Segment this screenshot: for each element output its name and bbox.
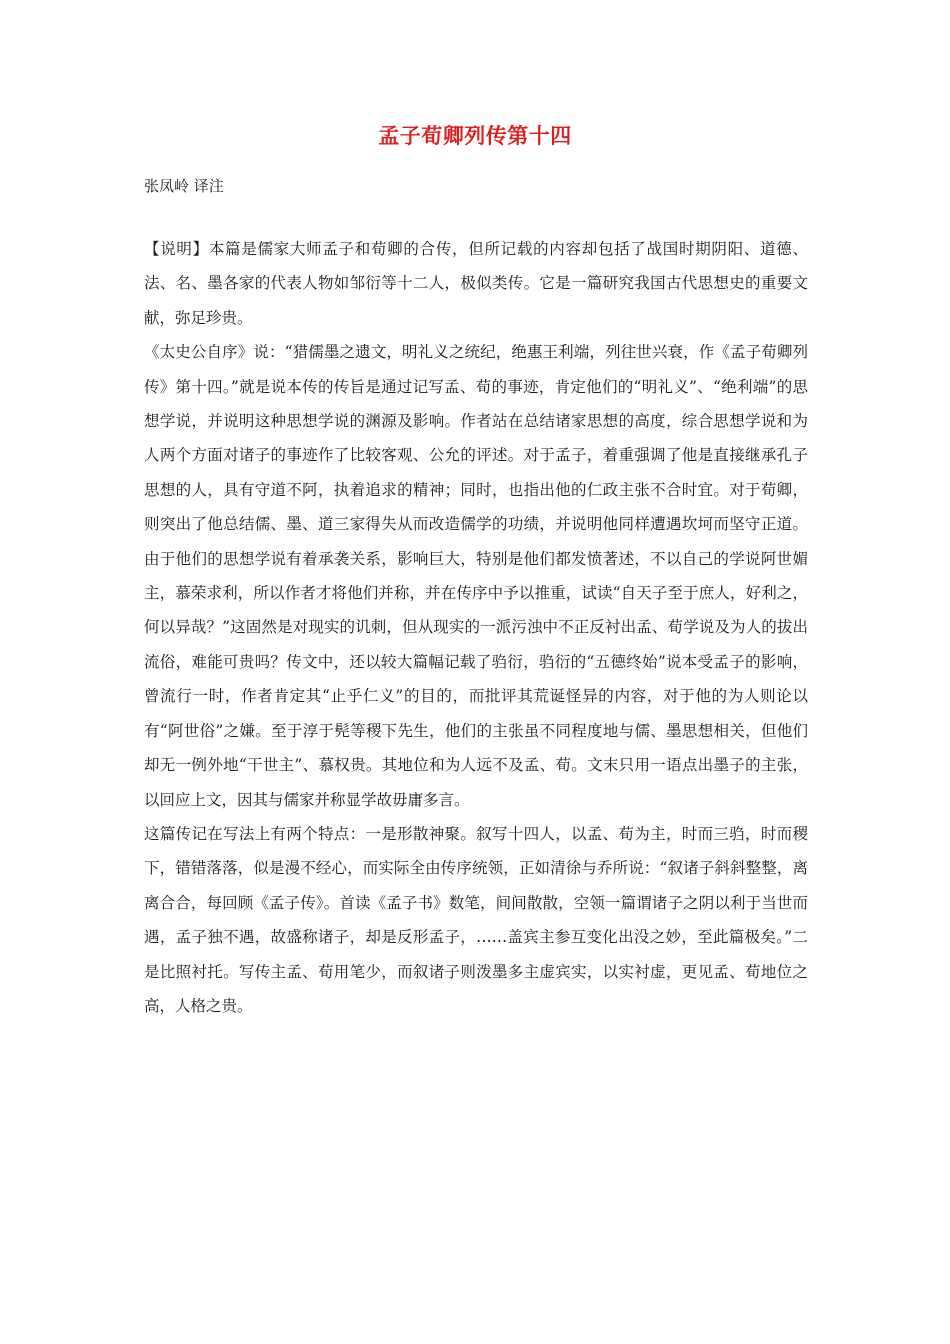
document-title: 孟子荀卿列传第十四 [378,123,572,148]
paragraph-explanation: 【说明】本篇是儒家大师孟子和荀卿的合传，但所记载的内容却包括了战国时期阴阳、道德、法、名、墨各家的代表人物如邹衍等十二人，极似类传。它是一篇研究我国古代思想史的重要文献，弥足珍贵。 [144,240,808,327]
author-line: 张凤岭 译注 [144,177,224,195]
document-body [144,232,808,1023]
paragraph-preface: 《太史公自序》说：“猎儒墨之遗文，明礼义之统纪，绝惠王利端，列往世兴衰，作《孟子荀卿列传》第十四。”就是说本传的传旨是通过记写孟、荀的事迹，肯定他们的“明礼义”、“绝利端”的思想学说，并说明这种思想学说的渊源及影响。作者站在总结诸家思想的高度，综合思想学说和为人两个方面对诸子的事迹作了比较客观、公允的评述。对于孟子，着重强调了他是直接继承孔子思想的人，具有守道不阿，执着追求的精神；同时，也指出他的仁政主张不合时宜。对于荀卿，则突出了他总结儒、墨、道三家得失从而改造儒学的功绩，并说明他同样遭遇坎坷而坚守正道。由于他们的思想学说有着承袭关系，影响巨大，特别是他们都发愤著述，不以自己的学说阿世媚主，慕荣求利，所以作者才将他们并称，并在传序中予以推重，试读“自天子至于庶人，好利之，何以异哉？”这固然是对现实的讥刺，但从现实的一派污浊中不正反衬出孟、荀学说及为人的拔出流俗，难能可贵吗？传文中，还以较大篇幅记载了驺衍，驺衍的“五德终始”说本受孟子的影响，曾流行一时，作者肯定其“止乎仁义”的目的，而批评其荒诞怪异的内容，对于他的为人则论以有“阿世俗”之嫌。至于淳于髡等稷下先生，他们的主张虽不同程度地与儒、墨思想相关，但他们却无一例外地“干世主”、慕权贵。其地位和为人远不及孟、荀。文末只用一语点出墨子的主张，以回应上文，因其与儒家并称显学故毋庸多言。 [144,343,808,809]
paragraph-style: 这篇传记在写法上有两个特点：一是形散神聚。叙写十四人，以孟、荀为主，时而三驺，时而稷下，错错落落，似是漫不经心，而实际全由传序统领，正如清徐与乔所说：“叙诸子斜斜整整，离离合合，每回顾《孟子传》。首读《孟子书》数笔，间间散散，空领一篇谓诸子之阴以利于当世而遇，孟子独不遇，故盛称诸子，却是反形孟子，……盖宾主参互变化出没之妙，至此篇极矣。”二是比照衬托。写传主孟、荀用笔少，而叙诸子则泼墨多主虚宾实，以实衬虚，更见孟、荀地位之高，人格之贵。 [144,824,808,1015]
